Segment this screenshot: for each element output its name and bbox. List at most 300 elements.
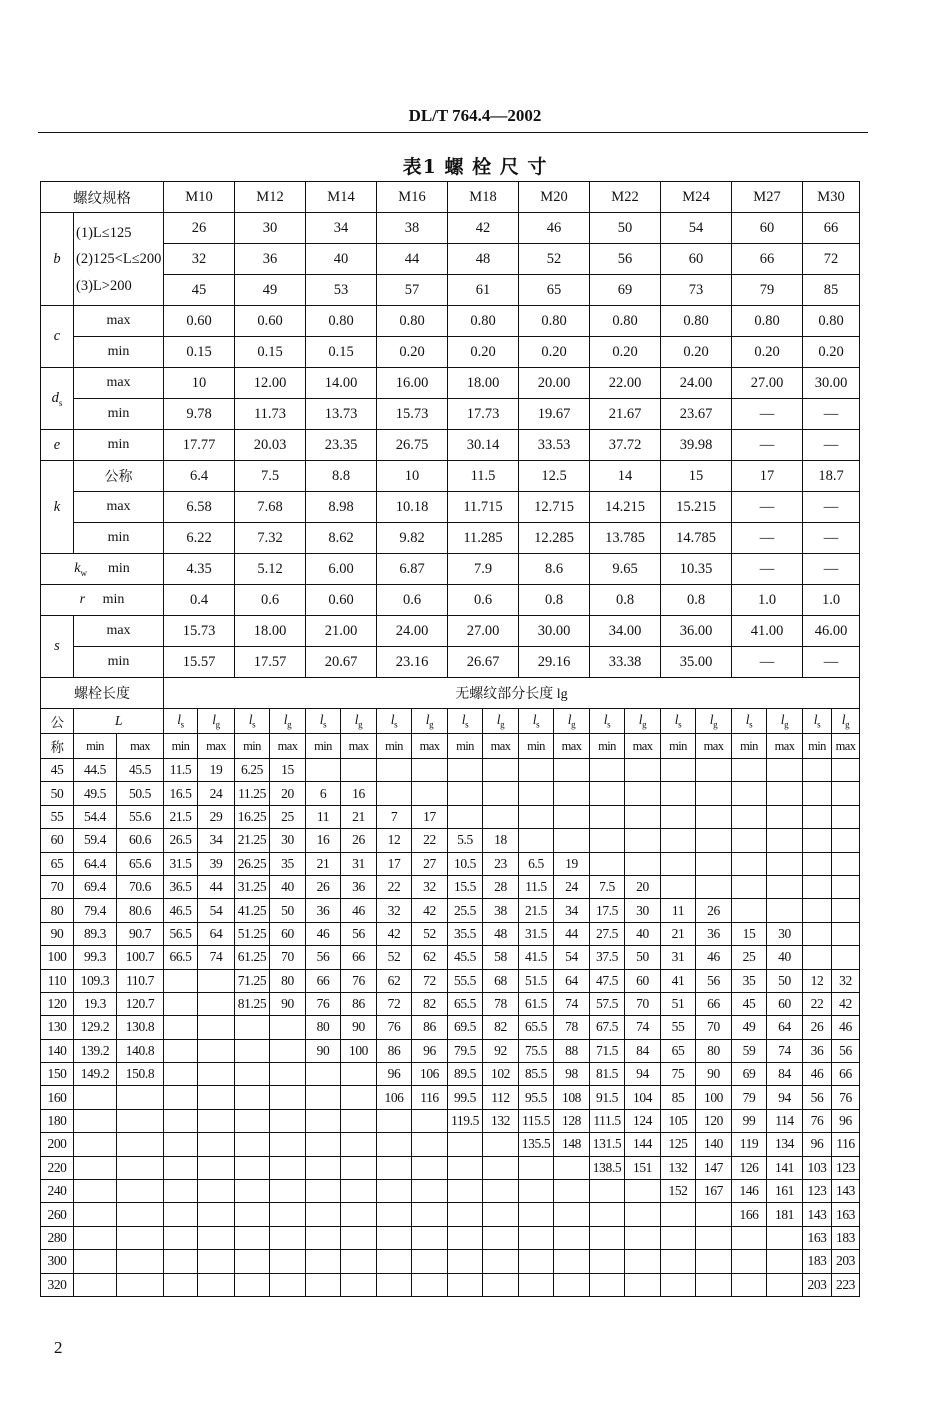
e-min-m30: — [803, 430, 860, 461]
length-cell [270, 1109, 306, 1132]
length-cell [448, 1250, 483, 1273]
c-max-m24: 0.80 [661, 306, 732, 337]
length-cell: 64 [767, 1016, 803, 1039]
r-min-m16: 0.6 [377, 585, 448, 616]
length-cell: 76 [306, 992, 341, 1015]
length-cell: 80 [696, 1039, 732, 1062]
c-max-m22: 0.80 [590, 306, 661, 337]
kw-min-m12: 5.12 [235, 554, 306, 585]
length-cell [235, 1203, 270, 1226]
length-cell: 54 [198, 899, 235, 922]
r-min-label: min [102, 592, 125, 607]
length-cell: 12 [377, 829, 412, 852]
ds-max-m14: 14.00 [306, 368, 377, 399]
lg-symbol: l [354, 712, 359, 728]
ds-min-m20: 19.67 [519, 399, 590, 430]
length-cell: 68 [483, 969, 519, 992]
length-cell: 90 [41, 922, 74, 945]
r-min-m24: 0.8 [661, 585, 732, 616]
length-cell [235, 1180, 270, 1203]
b-lover200-m27: 79 [732, 275, 803, 306]
ls-symbol-sub: s [180, 719, 184, 730]
length-cell: 80 [270, 969, 306, 992]
length-cell [696, 1250, 732, 1273]
length-cell: 76 [832, 1086, 860, 1109]
length-cell: 115.5 [519, 1109, 554, 1132]
length-cell: 18 [483, 829, 519, 852]
length-cell [306, 1203, 341, 1226]
b-l125-m24: 54 [661, 213, 732, 244]
length-cell [117, 1203, 164, 1226]
length-cell [341, 1273, 377, 1296]
length-cell [519, 829, 554, 852]
length-cell: 64 [198, 922, 235, 945]
lg-symbol-sub: g [287, 719, 292, 730]
length-cell: 76 [803, 1109, 832, 1132]
length-cell [341, 1203, 377, 1226]
length-cell [803, 852, 832, 875]
length-cell: 21.25 [235, 829, 270, 852]
length-row [41, 1109, 860, 1132]
length-cell: 61.25 [235, 946, 270, 969]
length-cell [625, 805, 661, 828]
length-cell [270, 1250, 306, 1273]
length-cell [696, 1203, 732, 1226]
length-cell: 140 [696, 1133, 732, 1156]
k-nominal-m16: 10 [377, 461, 448, 492]
ls-symbol-sub: s [536, 719, 540, 730]
lg-header [625, 709, 661, 734]
lg-symbol: l [780, 712, 785, 728]
length-cell: 203 [832, 1250, 860, 1273]
length-cell: 42 [832, 992, 860, 1015]
b-l200-m10: 32 [164, 244, 235, 275]
length-cell: 110 [41, 969, 74, 992]
length-cell: 22 [412, 829, 448, 852]
length-cell [377, 1133, 412, 1156]
k-min-m20: 12.285 [519, 523, 590, 554]
length-cell [198, 1156, 235, 1179]
length-cell [803, 899, 832, 922]
length-cell: 16 [306, 829, 341, 852]
lg-symbol: l [283, 712, 288, 728]
length-cell [590, 782, 625, 805]
length-cell [117, 1250, 164, 1273]
k-max-m18: 11.715 [448, 492, 519, 523]
length-cell [661, 829, 696, 852]
length-cell [732, 1226, 767, 1249]
length-cell [625, 852, 661, 875]
length-cell: 114 [767, 1109, 803, 1132]
length-cell: 11.5 [164, 759, 198, 782]
length-cell: 34 [554, 899, 590, 922]
length-cell: 65 [41, 852, 74, 875]
length-cell: 51 [661, 992, 696, 1015]
c-max-m12: 0.60 [235, 306, 306, 337]
length-cell [832, 922, 860, 945]
length-cell: 128 [554, 1109, 590, 1132]
length-cell: 106 [377, 1086, 412, 1109]
c-max-m20: 0.80 [519, 306, 590, 337]
s-max-m24: 36.00 [661, 616, 732, 647]
length-cell [164, 1156, 198, 1179]
length-cell: 44 [198, 875, 235, 898]
length-cell: 42 [412, 899, 448, 922]
length-cell: 100 [696, 1086, 732, 1109]
b-lover200-m18: 61 [448, 275, 519, 306]
k-min-m27: — [732, 523, 803, 554]
c-row [41, 306, 860, 337]
ds-min-m12: 11.73 [235, 399, 306, 430]
length-cell: 28 [483, 875, 519, 898]
length-cell [341, 1133, 377, 1156]
length-cell: 134 [767, 1133, 803, 1156]
kw-min-m30: — [803, 554, 860, 585]
unthreaded-length-heading: 无螺纹部分长度 lg [164, 678, 860, 709]
length-cell [590, 1250, 625, 1273]
length-cell [554, 1180, 590, 1203]
kw-symbol-text-sub: w [80, 567, 87, 578]
length-cell [590, 805, 625, 828]
length-cell: 35 [732, 969, 767, 992]
length-cell [74, 1250, 117, 1273]
length-cell: 130.8 [117, 1016, 164, 1039]
e-min-m24: 39.98 [661, 430, 732, 461]
length-cell [661, 759, 696, 782]
length-cell: 138.5 [590, 1156, 625, 1179]
length-cell [554, 782, 590, 805]
k-nominal-m22: 14 [590, 461, 661, 492]
length-cell [235, 1063, 270, 1086]
b-l125-m18: 42 [448, 213, 519, 244]
column-header: M22 [590, 182, 661, 213]
length-cell [696, 759, 732, 782]
lg-symbol-sub: g [784, 719, 789, 730]
length-cell: 16.5 [164, 782, 198, 805]
length-cell [448, 782, 483, 805]
e-row [41, 430, 860, 461]
ls-header [235, 709, 270, 734]
length-cell: 80 [306, 1016, 341, 1039]
length-cell: 116 [412, 1086, 448, 1109]
length-cell: 11.5 [519, 875, 554, 898]
ds-row [41, 399, 860, 430]
c-min-m27: 0.20 [732, 337, 803, 368]
e-min-m20: 33.53 [519, 430, 590, 461]
length-row [41, 969, 860, 992]
s-min-m30: — [803, 647, 860, 678]
length-cell: 49 [732, 1016, 767, 1039]
length-cell: 135.5 [519, 1133, 554, 1156]
lg-header [832, 709, 860, 734]
length-cell [164, 1016, 198, 1039]
ls-symbol: l [177, 712, 181, 728]
length-cell [803, 759, 832, 782]
length-cell [554, 1273, 590, 1296]
length-cell: 41.5 [519, 946, 554, 969]
length-cell: 90.7 [117, 922, 164, 945]
b-condition-1: (1)L≤125 [76, 224, 132, 241]
length-cell [412, 1273, 448, 1296]
ds-symbol [41, 368, 74, 430]
length-cell: 47.5 [590, 969, 625, 992]
e-min-m27: — [732, 430, 803, 461]
k-max-m10: 6.58 [164, 492, 235, 523]
length-cell: 65 [661, 1039, 696, 1062]
ls-header [661, 709, 696, 734]
e-min-m10: 17.77 [164, 430, 235, 461]
length-cell: 120 [41, 992, 74, 1015]
length-cell: 105 [661, 1109, 696, 1132]
length-cell: 25 [270, 805, 306, 828]
ds-max-m22: 22.00 [590, 368, 661, 399]
ls-symbol-sub: s [394, 719, 398, 730]
length-row [41, 1039, 860, 1062]
ds-max-m24: 24.00 [661, 368, 732, 399]
length-cell: 31.5 [164, 852, 198, 875]
b-lover200-m14: 53 [306, 275, 377, 306]
length-row [41, 922, 860, 945]
length-cell [377, 1273, 412, 1296]
lg-symbol: l [638, 712, 643, 728]
s-max-m12: 18.00 [235, 616, 306, 647]
length-cell: 62 [377, 969, 412, 992]
c-max-m30: 0.80 [803, 306, 860, 337]
ds-max-m12: 12.00 [235, 368, 306, 399]
length-cell: 59 [732, 1039, 767, 1062]
length-cell [832, 875, 860, 898]
length-cell [341, 1180, 377, 1203]
s-min-m24: 35.00 [661, 647, 732, 678]
k-min-m18: 11.285 [448, 523, 519, 554]
length-cell [412, 759, 448, 782]
length-cell: 129.2 [74, 1016, 117, 1039]
e-min-m16: 26.75 [377, 430, 448, 461]
length-cell: 180 [41, 1109, 74, 1132]
length-cell: 91.5 [590, 1086, 625, 1109]
length-cell: 17 [377, 852, 412, 875]
s-max-m22: 34.00 [590, 616, 661, 647]
length-cell [270, 1156, 306, 1179]
length-row [41, 1086, 860, 1109]
length-cell [767, 852, 803, 875]
length-cell [377, 1250, 412, 1273]
b-l200-m30: 72 [803, 244, 860, 275]
page-number: 2 [54, 1338, 63, 1357]
length-cell: 21 [341, 805, 377, 828]
s-max-m18: 27.00 [448, 616, 519, 647]
length-row [41, 759, 860, 782]
length-cell: 60 [767, 992, 803, 1015]
b-l200-m24: 60 [661, 244, 732, 275]
length-cell [341, 1109, 377, 1132]
length-cell: 69.5 [448, 1016, 483, 1039]
lg-symbol-sub: g [713, 719, 718, 730]
length-cell: 99.3 [74, 946, 117, 969]
length-cell: 31 [661, 946, 696, 969]
length-cell: 42 [377, 922, 412, 945]
length-row [41, 1063, 860, 1086]
ds-min-m30: — [803, 399, 860, 430]
spec-label: 螺纹规格 [41, 182, 164, 213]
length-cell [767, 805, 803, 828]
column-header: M14 [306, 182, 377, 213]
r-min-m27: 1.0 [732, 585, 803, 616]
lg-max-label: max [270, 734, 306, 759]
ls-symbol: l [745, 712, 750, 728]
length-cell [696, 1226, 732, 1249]
length-cell [625, 782, 661, 805]
length-cell [661, 852, 696, 875]
length-cell [412, 1226, 448, 1249]
length-cell [554, 1203, 590, 1226]
length-cell [554, 829, 590, 852]
length-cell: 50 [625, 946, 661, 969]
s-max-m16: 24.00 [377, 616, 448, 647]
ls-symbol-sub: s [323, 719, 327, 730]
length-cell [377, 782, 412, 805]
length-cell [306, 1273, 341, 1296]
length-cell [164, 1273, 198, 1296]
column-header: M10 [164, 182, 235, 213]
lg-header [412, 709, 448, 734]
length-cell: 96 [412, 1039, 448, 1062]
length-cell: 61.5 [519, 992, 554, 1015]
ds-min-m22: 21.67 [590, 399, 661, 430]
length-cell: 56 [341, 922, 377, 945]
length-cell [732, 899, 767, 922]
lg-symbol: l [709, 712, 714, 728]
k-max-m24: 15.215 [661, 492, 732, 523]
b-l200-m27: 66 [732, 244, 803, 275]
column-header: M30 [803, 182, 860, 213]
length-cell [590, 1180, 625, 1203]
length-cell [590, 1203, 625, 1226]
c-min-m24: 0.20 [661, 337, 732, 368]
b-l200-m16: 44 [377, 244, 448, 275]
length-cell [117, 1156, 164, 1179]
length-cell: 16.25 [235, 805, 270, 828]
length-cell [519, 782, 554, 805]
r-min-m14: 0.60 [306, 585, 377, 616]
length-cell [270, 1016, 306, 1039]
length-cell [554, 1156, 590, 1179]
lg-max-label: max [198, 734, 235, 759]
length-cell: 85 [661, 1086, 696, 1109]
length-cell: 125 [661, 1133, 696, 1156]
length-cell: 65.6 [117, 852, 164, 875]
length-cell: 123 [832, 1156, 860, 1179]
length-cell: 143 [803, 1203, 832, 1226]
length-cell [519, 1273, 554, 1296]
k-nominal-m18: 11.5 [448, 461, 519, 492]
ls-symbol: l [461, 712, 466, 728]
length-cell: 78 [483, 992, 519, 1015]
lg-header [341, 709, 377, 734]
r-min-m30: 1.0 [803, 585, 860, 616]
k-row [41, 492, 860, 523]
c-max-m18: 0.80 [448, 306, 519, 337]
length-cell: 17 [412, 805, 448, 828]
b-l125-m20: 46 [519, 213, 590, 244]
kw-label [41, 554, 164, 585]
length-cell: 24 [554, 875, 590, 898]
b-row [41, 244, 860, 275]
length-cell: 57.5 [590, 992, 625, 1015]
length-cell [767, 1273, 803, 1296]
k-max-m16: 10.18 [377, 492, 448, 523]
length-cell: 120.7 [117, 992, 164, 1015]
length-cell: 20 [270, 782, 306, 805]
length-cell: 109.3 [74, 969, 117, 992]
length-cell: 88 [554, 1039, 590, 1062]
ls-symbol: l [674, 712, 679, 728]
b-row [41, 213, 860, 244]
length-cell: 56 [803, 1086, 832, 1109]
length-row [41, 1180, 860, 1203]
length-cell [767, 875, 803, 898]
length-cell [625, 1273, 661, 1296]
length-cell [74, 1133, 117, 1156]
length-cell: 26 [341, 829, 377, 852]
length-cell [377, 1156, 412, 1179]
c-min-label: min [74, 337, 164, 368]
length-cell: 82 [483, 1016, 519, 1039]
k-min-label: min [74, 523, 164, 554]
length-cell: 31.25 [235, 875, 270, 898]
lg-header [696, 709, 732, 734]
length-cell: 99.5 [448, 1086, 483, 1109]
length-cell: 56.5 [164, 922, 198, 945]
length-cell: 132 [483, 1109, 519, 1132]
length-cell: 46.5 [164, 899, 198, 922]
length-cell: 21 [661, 922, 696, 945]
length-row [41, 1273, 860, 1296]
length-cell: 46 [306, 922, 341, 945]
length-cell: 27 [412, 852, 448, 875]
length-cell [164, 992, 198, 1015]
length-cell: 69.4 [74, 875, 117, 898]
length-cell: 45 [41, 759, 74, 782]
length-cell: 96 [377, 1063, 412, 1086]
length-cell [306, 1156, 341, 1179]
length-cell [341, 1226, 377, 1249]
length-cell [803, 922, 832, 945]
length-cell [198, 969, 235, 992]
length-cell: 76 [341, 969, 377, 992]
b-row [41, 275, 860, 306]
length-cell [483, 759, 519, 782]
ds-symbol-text-sub: s [58, 397, 63, 408]
length-cell [661, 875, 696, 898]
length-cell: 112 [483, 1086, 519, 1109]
b-lover200-m24: 73 [661, 275, 732, 306]
lg-symbol-sub: g [358, 719, 363, 730]
ls-header [448, 709, 483, 734]
ls-min-label: min [164, 734, 198, 759]
length-cell: 52 [377, 946, 412, 969]
b-lover200-m20: 65 [519, 275, 590, 306]
length-cell [235, 1156, 270, 1179]
length-cell: 90 [270, 992, 306, 1015]
length-cell [448, 805, 483, 828]
k-min-m22: 13.785 [590, 523, 661, 554]
s-min-m22: 33.38 [590, 647, 661, 678]
length-cell: 69 [732, 1063, 767, 1086]
ls-min-label: min [732, 734, 767, 759]
length-cell: 56 [696, 969, 732, 992]
length-cell: 10.5 [448, 852, 483, 875]
